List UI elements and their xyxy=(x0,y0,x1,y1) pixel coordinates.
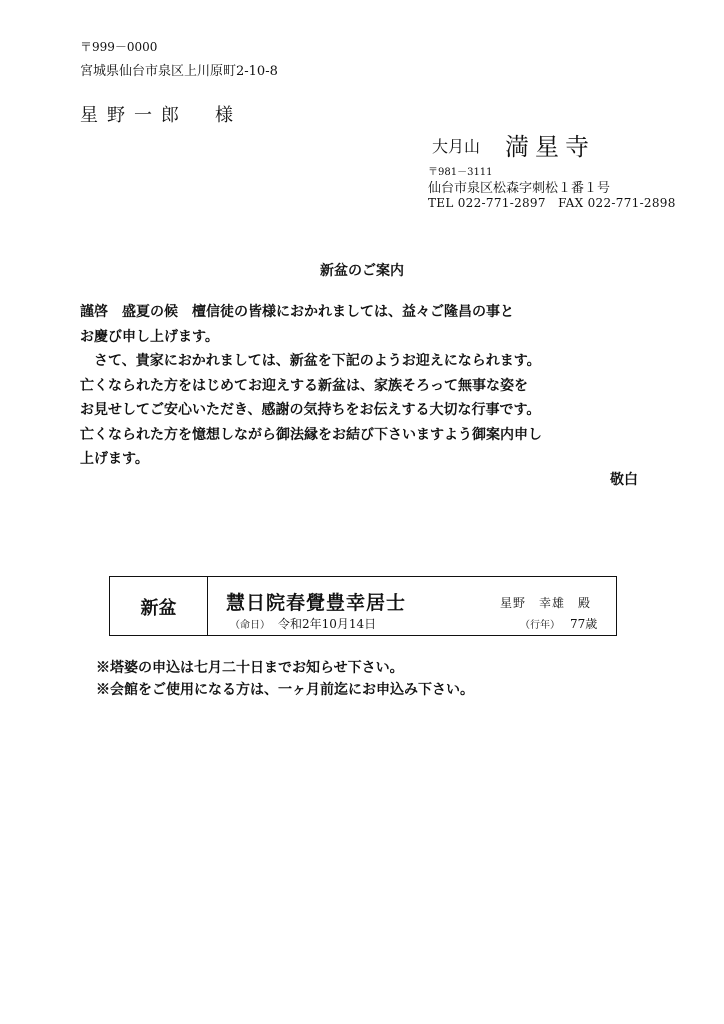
death-date-label: （命日） xyxy=(230,620,270,631)
sender-temple-name: 満星寺 xyxy=(505,133,595,161)
note-item: ※塔婆の申込は七月二十日までお知らせ下さい。 xyxy=(96,660,404,676)
letter-closing: 敬白 xyxy=(610,472,638,488)
memorial-box xyxy=(109,576,617,636)
age-at-death: 77歳 xyxy=(570,617,598,631)
memorial-type-label: 新盆 xyxy=(140,598,177,619)
body-line: 亡くなられた方を憶想しながら御法縁をお結び下さいますよう御案内申し xyxy=(80,426,542,443)
recipient-name: 星野一郎 様 xyxy=(80,105,242,126)
body-line: 謹啓 盛夏の候 檀信徒の皆様におかれましては、益々ご隆昌の事と xyxy=(80,304,514,320)
sender-postal-code: 〒981－3111 xyxy=(428,167,493,178)
recipient-address: 宮城県仙台市泉区上川原町2-10-8 xyxy=(80,64,278,79)
age-label: （行年） xyxy=(520,620,560,631)
letter-body xyxy=(80,300,650,472)
recipient-postal-code: 〒999－0000 xyxy=(80,40,158,54)
note-item: ※会館をご使用になる方は、一ヶ月前迄にお申込み下さい。 xyxy=(96,682,474,698)
body-line: 亡くなられた方をはじめてお迎えする新盆は、家族そろって無事な姿を xyxy=(80,377,528,394)
death-date: 令和2年10月14日 xyxy=(278,617,377,631)
body-line: お慶び申し上げます。 xyxy=(80,328,219,345)
deceased-name: 星野 幸雄 殿 xyxy=(500,596,592,610)
body-line: 上げます。 xyxy=(80,451,149,467)
sender-phone-fax: TEL 022-771-2897 FAX 022-771-2898 xyxy=(428,196,676,210)
posthumous-name: 慧日院春覺豊幸居士 xyxy=(226,592,407,614)
letter-title: 新盆のご案内 xyxy=(320,263,404,279)
sender-address: 仙台市泉区松森字刺松１番１号 xyxy=(428,181,611,196)
sender-mountain-name: 大月山 xyxy=(432,137,481,156)
body-line: さて、貴家におかれましては、新盆を下記のようお迎えになられます。 xyxy=(80,353,541,369)
notes xyxy=(96,657,474,701)
memorial-divider xyxy=(207,577,208,635)
body-line: お見せしてご安心いただき、感謝の気持ちをお伝えする大切な行事です。 xyxy=(80,402,541,418)
